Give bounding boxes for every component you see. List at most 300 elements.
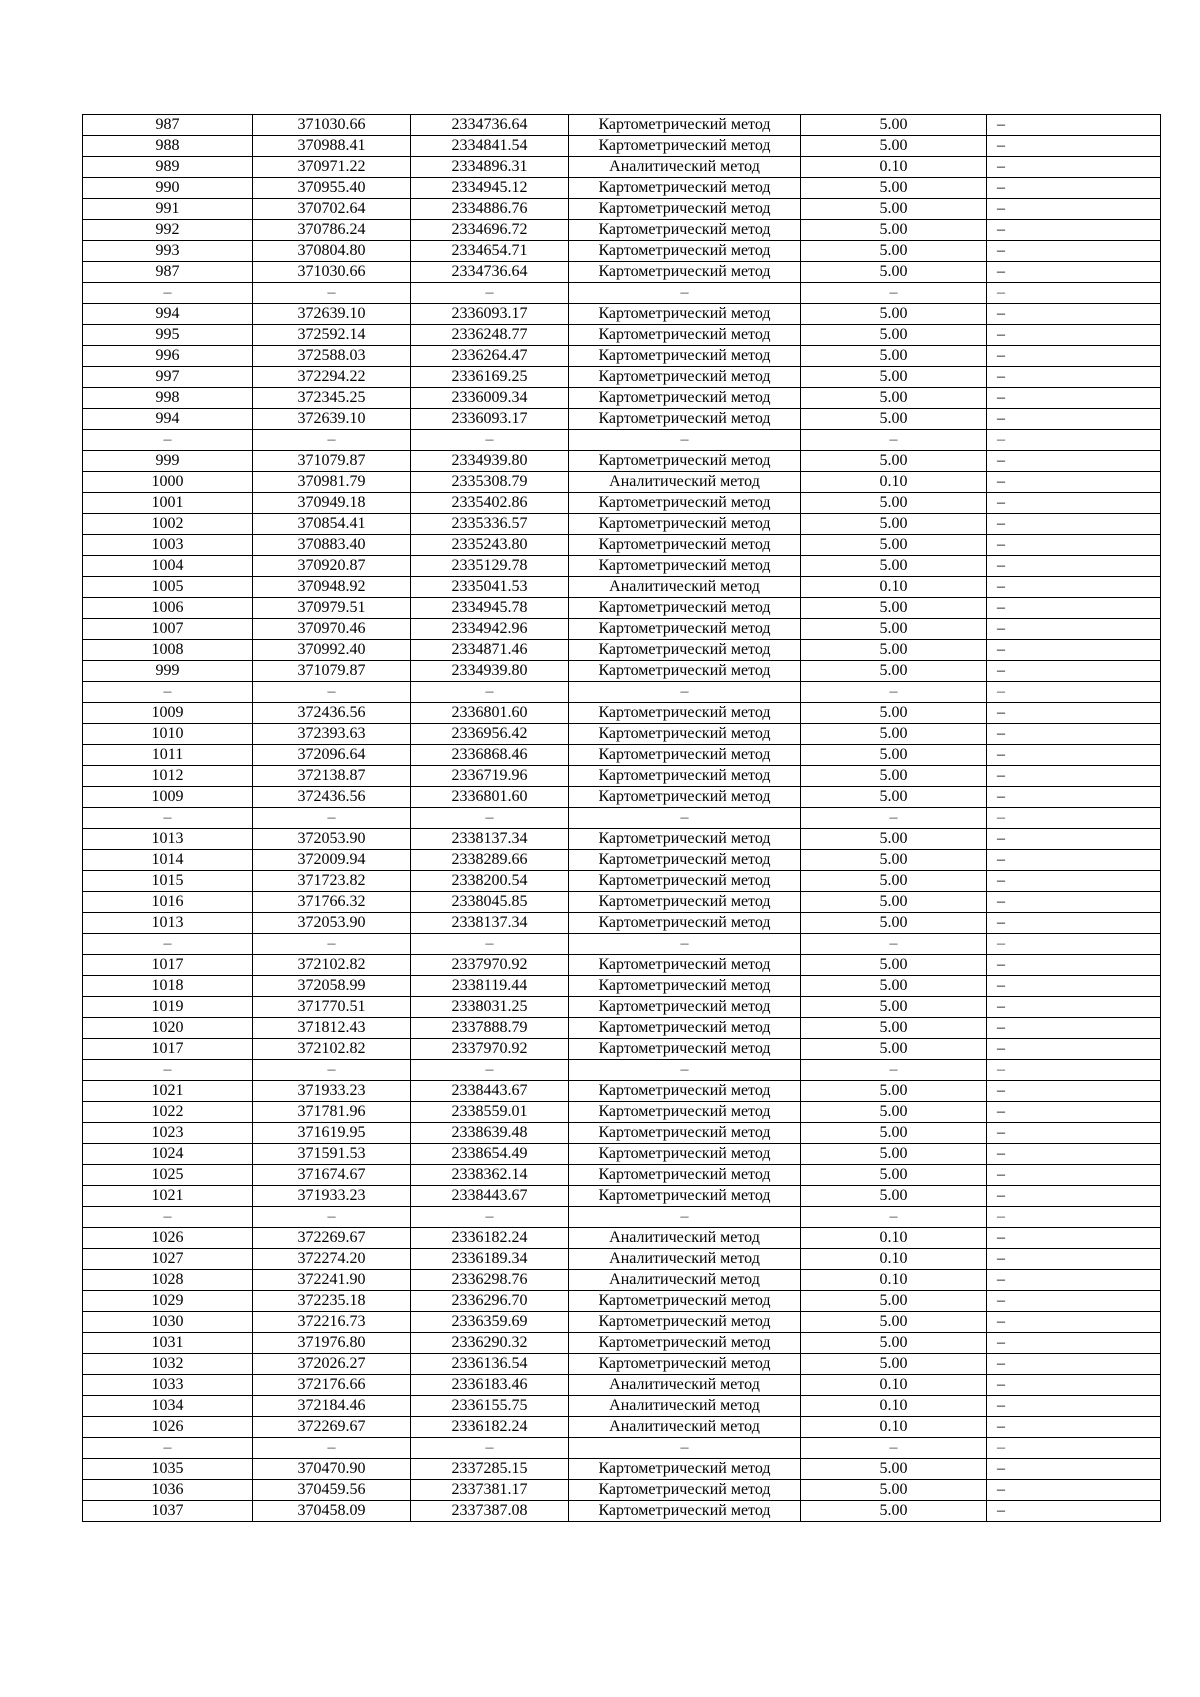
cell-method: – [569,682,801,703]
table-row [83,808,1161,829]
cell-point-number: 1004 [83,556,253,577]
cell-accuracy: 5.00 [801,829,987,850]
cell-note: – [987,1102,1161,1123]
cell-method: Картометрический метод [569,514,801,535]
cell-point-number: 1034 [83,1396,253,1417]
cell-note: – [987,1312,1161,1333]
table-row [83,535,1161,556]
cell-note: – [987,1375,1161,1396]
cell-method: Картометрический метод [569,703,801,724]
cell-note: – [987,934,1161,955]
cell-y-coordinate: 2338031.25 [411,997,569,1018]
cell-method: Картометрический метод [569,1102,801,1123]
cell-accuracy: 5.00 [801,640,987,661]
cell-y-coordinate: 2336009.34 [411,388,569,409]
cell-point-number: 1015 [83,871,253,892]
cell-note: – [987,892,1161,913]
cell-note: – [987,913,1161,934]
cell-x-coordinate: 372639.10 [253,304,411,325]
cell-point-number: – [83,1438,253,1459]
table-row [83,1480,1161,1501]
cell-method: – [569,934,801,955]
cell-note: – [987,997,1161,1018]
cell-accuracy: 5.00 [801,787,987,808]
cell-y-coordinate: 2338362.14 [411,1165,569,1186]
cell-accuracy: 5.00 [801,178,987,199]
cell-x-coordinate: 372235.18 [253,1291,411,1312]
cell-accuracy: 5.00 [801,997,987,1018]
cell-y-coordinate: 2336801.60 [411,703,569,724]
cell-point-number: – [83,283,253,304]
cell-x-coordinate: – [253,934,411,955]
cell-accuracy: 5.00 [801,262,987,283]
table-row [83,115,1161,136]
cell-accuracy: 5.00 [801,346,987,367]
table-row [83,1291,1161,1312]
cell-method: Картометрический метод [569,493,801,514]
cell-note: – [987,388,1161,409]
cell-accuracy: 5.00 [801,409,987,430]
cell-y-coordinate: 2334939.80 [411,661,569,682]
table-row [83,472,1161,493]
cell-note: – [987,766,1161,787]
cell-accuracy: 5.00 [801,220,987,241]
table-row [83,1228,1161,1249]
cell-x-coordinate: – [253,1207,411,1228]
table-row [83,787,1161,808]
cell-x-coordinate: 370854.41 [253,514,411,535]
cell-note: – [987,178,1161,199]
table-row [83,913,1161,934]
cell-y-coordinate: 2334945.78 [411,598,569,619]
cell-note: – [987,808,1161,829]
cell-accuracy: 5.00 [801,1333,987,1354]
cell-x-coordinate: 370459.56 [253,1480,411,1501]
table-row [83,304,1161,325]
cell-note: – [987,346,1161,367]
cell-x-coordinate: – [253,1060,411,1081]
cell-y-coordinate: 2336290.32 [411,1333,569,1354]
cell-note: – [987,199,1161,220]
cell-x-coordinate: 371770.51 [253,997,411,1018]
cell-point-number: 1005 [83,577,253,598]
cell-method: Картометрический метод [569,241,801,262]
cell-point-number: 994 [83,409,253,430]
cell-point-number: – [83,934,253,955]
table-row [83,1144,1161,1165]
cell-point-number: 1029 [83,1291,253,1312]
cell-accuracy: – [801,934,987,955]
cell-method: – [569,283,801,304]
cell-note: – [987,1333,1161,1354]
table-row [83,262,1161,283]
cell-accuracy: 5.00 [801,724,987,745]
cell-point-number: 1019 [83,997,253,1018]
cell-x-coordinate: 372176.66 [253,1375,411,1396]
table-row [83,514,1161,535]
cell-x-coordinate: 371812.43 [253,1018,411,1039]
cell-x-coordinate: 372639.10 [253,409,411,430]
cell-y-coordinate: 2338559.01 [411,1102,569,1123]
cell-point-number: 1002 [83,514,253,535]
cell-point-number: 1010 [83,724,253,745]
cell-x-coordinate: 371723.82 [253,871,411,892]
table-row [83,493,1161,514]
cell-method: Картометрический метод [569,850,801,871]
cell-point-number: 992 [83,220,253,241]
cell-note: – [987,430,1161,451]
cell-y-coordinate: 2338443.67 [411,1081,569,1102]
cell-y-coordinate: 2336298.76 [411,1270,569,1291]
cell-x-coordinate: 372436.56 [253,703,411,724]
cell-accuracy: 5.00 [801,115,987,136]
cell-y-coordinate: 2336189.34 [411,1249,569,1270]
cell-accuracy: 5.00 [801,976,987,997]
cell-accuracy: 5.00 [801,1459,987,1480]
table-row [83,430,1161,451]
cell-method: Картометрический метод [569,913,801,934]
table-row [83,1018,1161,1039]
cell-x-coordinate: 370971.22 [253,157,411,178]
cell-point-number: 1014 [83,850,253,871]
cell-point-number: 1008 [83,640,253,661]
cell-y-coordinate: 2337970.92 [411,1039,569,1060]
cell-method: Картометрический метод [569,346,801,367]
cell-x-coordinate: 372345.25 [253,388,411,409]
cell-method: Аналитический метод [569,157,801,178]
table-row [83,1459,1161,1480]
cell-x-coordinate: 371933.23 [253,1081,411,1102]
cell-note: – [987,787,1161,808]
cell-accuracy: 5.00 [801,136,987,157]
table-row [83,1081,1161,1102]
cell-point-number: – [83,808,253,829]
cell-accuracy: 5.00 [801,1186,987,1207]
cell-point-number: 1035 [83,1459,253,1480]
cell-x-coordinate: 370948.92 [253,577,411,598]
cell-y-coordinate: 2336264.47 [411,346,569,367]
cell-accuracy: – [801,682,987,703]
table-row [83,136,1161,157]
table-row [83,955,1161,976]
cell-y-coordinate: 2336136.54 [411,1354,569,1375]
cell-method: – [569,1207,801,1228]
table-row [83,1060,1161,1081]
cell-method: Картометрический метод [569,955,801,976]
cell-note: – [987,1249,1161,1270]
cell-method: Картометрический метод [569,199,801,220]
cell-x-coordinate: 370981.79 [253,472,411,493]
cell-x-coordinate: 372138.87 [253,766,411,787]
cell-method: Аналитический метод [569,1396,801,1417]
cell-note: – [987,829,1161,850]
cell-note: – [987,1501,1161,1522]
cell-x-coordinate: 372096.64 [253,745,411,766]
cell-accuracy: 5.00 [801,388,987,409]
cell-accuracy: 5.00 [801,451,987,472]
cell-x-coordinate: 372053.90 [253,829,411,850]
cell-method: Картометрический метод [569,1459,801,1480]
cell-method: Картометрический метод [569,1165,801,1186]
table-row [83,619,1161,640]
cell-note: – [987,850,1161,871]
cell-accuracy: 5.00 [801,703,987,724]
cell-note: – [987,619,1161,640]
cell-method: Картометрический метод [569,976,801,997]
cell-method: Картометрический метод [569,1144,801,1165]
table-row [83,598,1161,619]
cell-accuracy: 5.00 [801,598,987,619]
cell-note: – [987,724,1161,745]
table-row [83,178,1161,199]
cell-accuracy: – [801,283,987,304]
cell-x-coordinate: 372241.90 [253,1270,411,1291]
table-row [83,409,1161,430]
cell-y-coordinate: – [411,1438,569,1459]
cell-y-coordinate: 2338289.66 [411,850,569,871]
cell-point-number: 1026 [83,1228,253,1249]
cell-method: Картометрический метод [569,640,801,661]
table-row [83,283,1161,304]
table-row [83,1270,1161,1291]
cell-note: – [987,556,1161,577]
cell-method: Картометрический метод [569,535,801,556]
cell-point-number: 1024 [83,1144,253,1165]
cell-note: – [987,1186,1161,1207]
cell-note: – [987,115,1161,136]
cell-x-coordinate: 372592.14 [253,325,411,346]
cell-y-coordinate: 2335041.53 [411,577,569,598]
cell-accuracy: 0.10 [801,1228,987,1249]
cell-x-coordinate: 372009.94 [253,850,411,871]
table-row [83,976,1161,997]
cell-point-number: 990 [83,178,253,199]
cell-y-coordinate: – [411,682,569,703]
cell-accuracy: 0.10 [801,577,987,598]
cell-point-number: – [83,1060,253,1081]
cell-point-number: – [83,682,253,703]
table-row [83,367,1161,388]
cell-x-coordinate: 372393.63 [253,724,411,745]
cell-y-coordinate: – [411,934,569,955]
cell-y-coordinate: 2336169.25 [411,367,569,388]
cell-note: – [987,493,1161,514]
table-row [83,724,1161,745]
cell-accuracy: 0.10 [801,1249,987,1270]
cell-point-number: 998 [83,388,253,409]
cell-method: Картометрический метод [569,598,801,619]
cell-x-coordinate: 370786.24 [253,220,411,241]
cell-x-coordinate: 372274.20 [253,1249,411,1270]
cell-point-number: 1001 [83,493,253,514]
cell-x-coordinate: 370458.09 [253,1501,411,1522]
cell-method: Картометрический метод [569,1039,801,1060]
cell-method: Картометрический метод [569,1480,801,1501]
table-row [83,892,1161,913]
cell-point-number: 1016 [83,892,253,913]
cell-y-coordinate: – [411,1207,569,1228]
cell-note: – [987,262,1161,283]
cell-y-coordinate: 2338137.34 [411,829,569,850]
cell-note: – [987,703,1161,724]
cell-y-coordinate: 2338443.67 [411,1186,569,1207]
cell-y-coordinate: 2336182.24 [411,1228,569,1249]
cell-note: – [987,1480,1161,1501]
cell-note: – [987,976,1161,997]
cell-x-coordinate: 372436.56 [253,787,411,808]
cell-x-coordinate: 372053.90 [253,913,411,934]
cell-accuracy: 5.00 [801,535,987,556]
cell-note: – [987,409,1161,430]
table-row [83,220,1161,241]
table-row [83,1039,1161,1060]
cell-x-coordinate: 371079.87 [253,451,411,472]
cell-point-number: 1021 [83,1081,253,1102]
cell-method: Картометрический метод [569,1312,801,1333]
cell-note: – [987,367,1161,388]
table-row [83,1354,1161,1375]
table-row [83,1207,1161,1228]
cell-accuracy: 5.00 [801,493,987,514]
cell-accuracy: – [801,1060,987,1081]
cell-method: Картометрический метод [569,724,801,745]
cell-y-coordinate: 2337970.92 [411,955,569,976]
cell-method: Картометрический метод [569,451,801,472]
cell-method: Картометрический метод [569,367,801,388]
cell-x-coordinate: 372269.67 [253,1417,411,1438]
cell-note: – [987,1228,1161,1249]
cell-x-coordinate: 371781.96 [253,1102,411,1123]
table-row [83,1333,1161,1354]
cell-point-number: 1009 [83,703,253,724]
cell-accuracy: 5.00 [801,1165,987,1186]
cell-method: Аналитический метод [569,577,801,598]
table-row [83,871,1161,892]
cell-note: – [987,871,1161,892]
table-row [83,199,1161,220]
cell-accuracy: 5.00 [801,955,987,976]
cell-y-coordinate: 2336093.17 [411,409,569,430]
cell-y-coordinate: 2337285.15 [411,1459,569,1480]
cell-y-coordinate: 2336956.42 [411,724,569,745]
cell-method: – [569,1060,801,1081]
cell-point-number: – [83,430,253,451]
cell-x-coordinate: 370920.87 [253,556,411,577]
cell-y-coordinate: – [411,430,569,451]
cell-method: Картометрический метод [569,136,801,157]
cell-note: – [987,955,1161,976]
cell-method: Картометрический метод [569,325,801,346]
cell-x-coordinate: 371766.32 [253,892,411,913]
cell-method: Картометрический метод [569,409,801,430]
cell-note: – [987,1081,1161,1102]
cell-y-coordinate: 2335336.57 [411,514,569,535]
cell-accuracy: 5.00 [801,1081,987,1102]
cell-note: – [987,283,1161,304]
table-row [83,745,1161,766]
cell-point-number: 999 [83,451,253,472]
cell-method: Картометрический метод [569,220,801,241]
table-row [83,1396,1161,1417]
cell-note: – [987,1060,1161,1081]
cell-point-number: 1018 [83,976,253,997]
coordinates-table [82,114,1161,1522]
cell-note: – [987,451,1161,472]
cell-method: Картометрический метод [569,997,801,1018]
cell-accuracy: 0.10 [801,472,987,493]
cell-method: Картометрический метод [569,871,801,892]
cell-y-coordinate: 2334654.71 [411,241,569,262]
coordinates-table-body [83,115,1161,1522]
cell-accuracy: 5.00 [801,913,987,934]
cell-y-coordinate: 2334896.31 [411,157,569,178]
table-row [83,451,1161,472]
cell-point-number: 1037 [83,1501,253,1522]
cell-y-coordinate: 2335402.86 [411,493,569,514]
cell-accuracy: 5.00 [801,745,987,766]
cell-method: Аналитический метод [569,1249,801,1270]
cell-method: Картометрический метод [569,745,801,766]
cell-method: Картометрический метод [569,115,801,136]
cell-point-number: 1020 [83,1018,253,1039]
cell-note: – [987,1417,1161,1438]
cell-note: – [987,577,1161,598]
table-row [83,1123,1161,1144]
cell-x-coordinate: 370955.40 [253,178,411,199]
cell-note: – [987,1438,1161,1459]
cell-x-coordinate: 370883.40 [253,535,411,556]
cell-y-coordinate: 2334886.76 [411,199,569,220]
cell-y-coordinate: 2336801.60 [411,787,569,808]
table-row [83,703,1161,724]
cell-y-coordinate: – [411,283,569,304]
cell-note: – [987,745,1161,766]
cell-y-coordinate: – [411,1060,569,1081]
cell-point-number: 1012 [83,766,253,787]
cell-accuracy: 0.10 [801,1396,987,1417]
table-row [83,661,1161,682]
cell-point-number: 1013 [83,913,253,934]
cell-point-number: 1017 [83,955,253,976]
cell-note: – [987,1270,1161,1291]
cell-note: – [987,1459,1161,1480]
cell-accuracy: 5.00 [801,1018,987,1039]
cell-accuracy: 5.00 [801,1354,987,1375]
cell-y-coordinate: 2336296.70 [411,1291,569,1312]
cell-y-coordinate: 2336868.46 [411,745,569,766]
cell-accuracy: 5.00 [801,241,987,262]
cell-accuracy: 5.00 [801,199,987,220]
cell-point-number: 1028 [83,1270,253,1291]
table-row [83,241,1161,262]
cell-point-number: 1030 [83,1312,253,1333]
cell-method: Аналитический метод [569,1417,801,1438]
cell-note: – [987,136,1161,157]
table-row [83,1375,1161,1396]
table-row [83,157,1161,178]
cell-y-coordinate: 2337387.08 [411,1501,569,1522]
cell-accuracy: 5.00 [801,892,987,913]
cell-x-coordinate: 372588.03 [253,346,411,367]
cell-y-coordinate: 2336155.75 [411,1396,569,1417]
cell-y-coordinate: 2334736.64 [411,115,569,136]
cell-method: Картометрический метод [569,766,801,787]
cell-point-number: 1036 [83,1480,253,1501]
cell-method: Картометрический метод [569,556,801,577]
cell-accuracy: – [801,808,987,829]
cell-y-coordinate: 2336719.96 [411,766,569,787]
cell-x-coordinate: 372294.22 [253,367,411,388]
